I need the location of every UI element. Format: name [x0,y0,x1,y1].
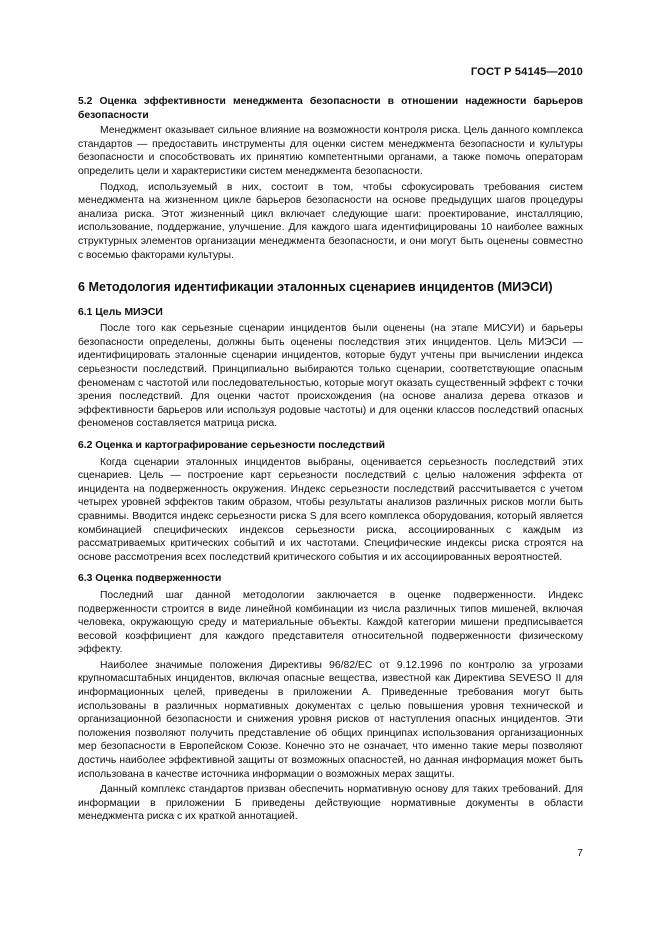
section-5-2-paragraph-2: Подход, используемый в них, состоит в том, чтобы сфокусировать требования систем менеджмента на жизненном цикле барьеров безопасности на основе предыдущих шагов процедуры анализа риска. Этот жизненный цикл включает следующие шаги: проектирование, инсталляцию, использование, поддержание, улучшение. Для каждого шага идентифицированы 10 наиболее важных структурных элементов организации менеджмента безопасности, и они могут быть оценены совместно с восемью факторами культуры. [78,181,583,261]
page-content [78,95,583,826]
section-5-2-paragraph-1: Менеджмент оказывает сильное влияние на возможности контроля риска. Цель данного комплекса стандартов — предоставить инструменты для оценки систем менеджмента безопасности и культуры безопасности и способствовать их принятию компетентными органами, а также помочь операторам определить цели и характеристики систем менеджмента безопасности. [78,125,583,177]
section-6-2-title: 6.2 Оценка и картографирование серьезности последствий [78,439,385,451]
document-code: ГОСТ Р 54145—2010 [470,66,583,78]
section-6-title: 6 Методология идентификации эталонных сценариев инцидентов (МИЭСИ) [78,280,553,295]
section-6-1-title: 6.1 Цель МИЭСИ [78,306,163,318]
section-6-3-paragraph-1: Последний шаг данной методологии заключается в оценке подверженности. Индекс подверженности строится в виде линейной комбинации из числа различных типов мишеней, включая человека, окружающую среду и материальные объекты. Каждой категории мишени предписывается весовой коэффициент для каждого представителя относительной подверженности физическому эффекту. [78,589,583,656]
section-5-2-title: 5.2 Оценка эффективности менеджмента безопасности в отношении надежности барьеров безопасности [78,96,583,121]
section-6-3-title: 6.3 Оценка подверженности [78,573,222,585]
section-6-3-paragraph-3: Данный комплекс стандартов призван обеспечить нормативную основу для таких требований. Для информации в приложении Б приведены действующие нормативные документы в области менеджмента риска с их краткой аннотацией. [78,784,583,823]
page-number: 7 [577,847,583,859]
section-6-2-paragraph-1: Когда сценарии эталонных инцидентов выбраны, оценивается серьезность последствий этих сценариев. Цель — построение карт серьезности последствий с целью наложения эффекта от инцидента на подверженность окружения. Индекс серьезности последствий рассчитывается с учетом четырех уровней эффектов таким образом, чтобы результаты анализов различных рисков могли быть сравнимы. Вводится индекс серьезности риска S для всего комплекса оборудования, который является комбинацией специфических индексов серьезности риска, ассоциированных с каждым из рассматриваемых критических событий и их частотами. Специфические индексы риска строятся на основе рассмотрения всех последствий критического события и их ассоциированных вероятностей. [78,456,583,563]
section-6-1-paragraph-1: После того как серьезные сценарии инцидентов были оценены (на этапе МИСУИ) и барьеры безопасности определены, должны быть оценены последствия этих инцидентов. Цель МИЭСИ — идентифицировать эталонные сценарии инцидентов, которые будут учтены при вычислении индекса серьезности последствий. Принципиально выбираются только сценарии, соответствующие опасным феноменам с частотой или последовательностью, которые могут оказать существенный эффект с точки зрения последствий. Для оценки частот происхождения (на основе анализа дерева отказов и эффективности барьеров или используя родовые частоты) и для оценки классов последствий опасных феноменов составляется матрица риска. [78,323,583,430]
section-6-3-paragraph-2: Наиболее значимые положения Директивы 96/82/ЕС от 9.12.1996 по контролю за угрозами крупномасштабных инцидентов, включая опасные вещества, известной как Директива SEVESO II для информационных целей, приведены в приложении А. Приведенные требования могут быть использованы в различных нормативных документах с целью повышения уровня технической и организационной безопасности и снижения уровня рисков от наступления опасных инцидентов. Эти положения позволяют получить представление об общих принципах использования организационных мер безопасности в Европейском Союзе. Конечно это не означает, что именно такие меры позволяют достичь наиболее эффективной защиты от возможных опасностей, но данная информация может быть использована в качестве источника информации о возможных мерах защиты. [78,659,583,780]
